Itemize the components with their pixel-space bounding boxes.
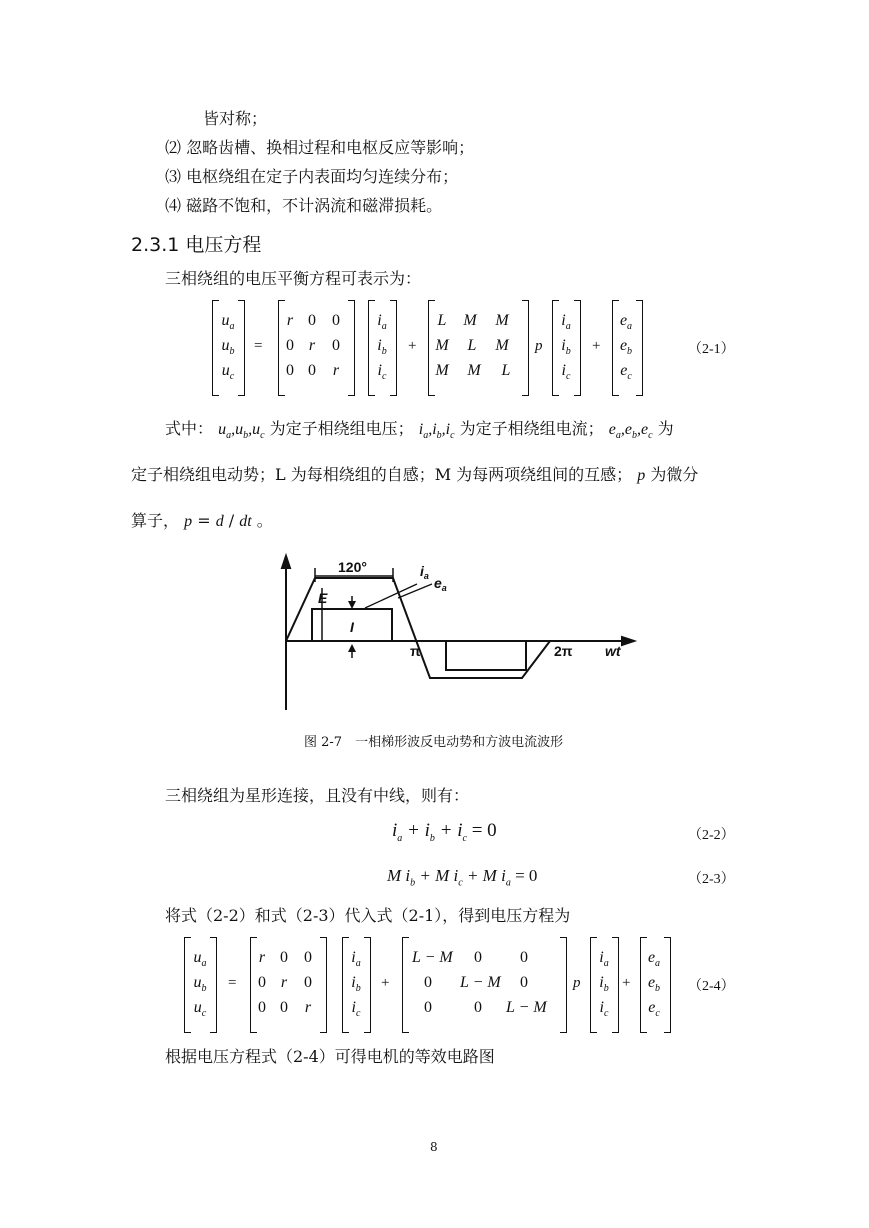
- intro-text: 三相绕组的电压平衡方程可表示为：: [165, 269, 422, 288]
- section-number: 2.3.1: [131, 234, 180, 256]
- equation-2-2: $i_a + i_b + i_c = 0$: [392, 820, 497, 844]
- section-title: 电压方程: [185, 234, 262, 256]
- section-heading: [131, 230, 261, 257]
- label-E: E: [318, 590, 328, 606]
- label-I: I: [350, 619, 354, 635]
- explanation-line-3: 算子， p = d / dt 。: [131, 511, 273, 530]
- label-ea: $e_a$: [434, 575, 447, 593]
- page-number: 8: [430, 1140, 438, 1154]
- explanation-line-1: 式中： $u_a,u_b,u_c$ 为定子相绕组电压； $i_a,i_b,i_c$ 为定子相绕组电流； $e_a,e_b,e_c$ 为: [165, 419, 674, 442]
- text-line-1: 皆对称；: [203, 109, 268, 128]
- final-text: 根据电压方程式（2-4）可得电机的等效电路图: [165, 1047, 495, 1066]
- figure-caption: 图 2-7 一相梯形波反电动势和方波电流波形: [304, 735, 564, 750]
- text-line-4: ⑷ 磁路不饱和，不计涡流和磁滞损耗。: [165, 196, 443, 215]
- label-wt: wt: [605, 643, 621, 659]
- text-line-2: ⑵ 忽略齿槽、换相过程和电枢反应等影响；: [165, 138, 475, 157]
- label-pi: π: [410, 643, 421, 659]
- equation-number-2-2: （2-2）: [688, 828, 735, 843]
- ia-pointer: [365, 584, 417, 608]
- explain-operator-def: 算子，: [131, 511, 180, 530]
- equation-number-2-4: （2-4）: [688, 979, 735, 994]
- explain-inductance: 定子相绕组电动势；L 为每相绕组的自感；M 为每两项绕组间的互感；: [131, 465, 633, 484]
- label-ia: $i_a$: [420, 563, 429, 581]
- explain-prefix: 式中：: [165, 419, 214, 438]
- equation-2-3: M $i_b + M$ $i_c + M$ $i_a = 0$: [387, 866, 538, 889]
- explain-voltage: 为定子相绕组电压；: [269, 419, 414, 438]
- substitution-text: 将式（2-2）和式（2-3）代入式（2-1），得到电压方程为: [165, 906, 571, 925]
- explain-emf-prefix: 为: [657, 419, 674, 438]
- explain-current: 为定子相绕组电流；: [459, 419, 604, 438]
- text-line-3: ⑶ 电枢绕组在定子内表面均匀连续分布；: [165, 167, 459, 186]
- star-connection-text: 三相绕组为星形连接，且没有中线，则有：: [165, 786, 470, 805]
- explain-operator: 为微分: [650, 465, 699, 484]
- y-axis-arrow: [282, 556, 290, 568]
- label-120: 120°: [338, 559, 367, 575]
- explanation-line-2: 定子相绕组电动势；L 为每相绕组的自感；M 为每两项绕组间的互感； p 为微分: [131, 465, 699, 484]
- current-waveform-negative: [446, 641, 526, 670]
- waveform-figure: [270, 548, 640, 718]
- x-axis-arrow: [622, 637, 634, 645]
- label-2pi: 2π: [554, 643, 573, 659]
- equation-number-2-1: （2-1）: [688, 342, 735, 357]
- equation-number-2-3: （2-3）: [688, 872, 735, 887]
